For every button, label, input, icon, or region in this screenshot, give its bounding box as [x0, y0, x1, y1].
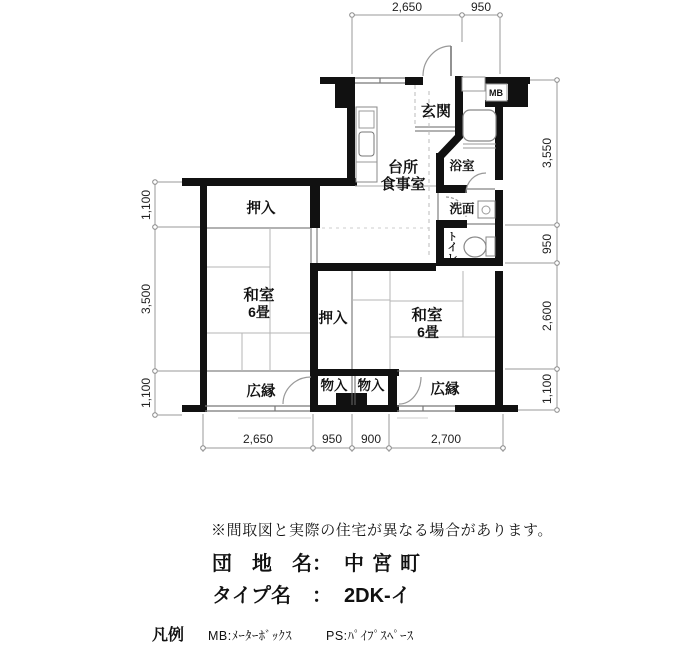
room-label-monoire-right: 物入: [357, 378, 385, 393]
dim-bottom-2: 950: [321, 432, 343, 446]
estate-name-value: 中宮町: [344, 553, 428, 575]
toilet-fixture: [464, 237, 495, 257]
type-name-separator: ：: [312, 585, 332, 607]
estate-name-row: [0, 547, 700, 573]
estate-name-separator: ：: [312, 553, 332, 575]
room-label-monoire-left: 物入: [320, 378, 348, 393]
bath-door-arc: [466, 173, 486, 193]
estate-name-label: 団 地 名: [212, 553, 312, 575]
room-label-oshiire-left: 押入: [246, 201, 276, 217]
legend-title: 凡例: [152, 627, 185, 644]
dim-right-3: 2,600: [540, 300, 554, 332]
type-name-value: 2DK-イ: [344, 585, 411, 607]
type-name-label: タイプ名: [212, 585, 291, 607]
hiroen-left-door-arc: [283, 377, 311, 404]
room-label-kitchen-2: 食事室: [380, 176, 426, 193]
mb-label: MB: [489, 88, 503, 98]
dimension-top: [350, 13, 503, 74]
room-label-washitsu-left-size: 6畳: [248, 304, 270, 320]
washbasin: [478, 201, 495, 218]
dim-left-1: 1,100: [139, 189, 153, 221]
room-label-washitsu-right: 和室: [411, 307, 443, 324]
dim-right-1: 3,550: [540, 137, 554, 169]
room-label-hiroen-right: 広縁: [430, 382, 460, 398]
hiroen-right-door-arc: [399, 377, 421, 404]
room-label-genkan: 玄関: [420, 103, 452, 120]
room-label-washitsu-right-size: 6畳: [417, 324, 439, 340]
legend-row: [0, 622, 700, 646]
disclaimer-note: ※間取図と実際の住宅が異なる場合があります。: [211, 522, 554, 539]
dim-right-2: 950: [540, 233, 554, 255]
dim-right-4: 1,100: [540, 373, 554, 405]
kitchen-sink: [359, 132, 374, 156]
entrance-door-arc: [423, 46, 451, 76]
dim-top-1: 2,650: [391, 0, 423, 14]
legend-item-ps: PS:ﾊﾟｲﾌﾟｽﾍﾟｰｽ: [326, 629, 414, 643]
room-label-hiroen-left: 広縁: [246, 384, 276, 400]
bathtub: [463, 110, 496, 148]
room-label-oshiire-center: 押入: [318, 311, 348, 327]
entry-side-panel: [462, 77, 485, 91]
type-name-row: [0, 579, 700, 605]
room-label-washroom: 洗面: [449, 202, 475, 216]
legend-item-mb: MB:ﾒｰﾀｰﾎﾞｯｸｽ: [208, 629, 292, 643]
dim-bottom-3: 900: [360, 432, 382, 446]
dimension-left: [153, 180, 200, 418]
kitchen-counter: [356, 107, 377, 182]
room-label-washitsu-left: 和室: [243, 287, 275, 304]
dim-bottom-1: 2,650: [242, 432, 274, 446]
room-label-bath: 浴室: [449, 159, 475, 173]
dim-left-3: 1,100: [139, 377, 153, 409]
dim-bottom-4: 2,700: [430, 432, 462, 446]
room-label-kitchen-1: 台所: [387, 159, 419, 176]
dim-left-2: 3,500: [139, 283, 153, 315]
dim-top-2: 950: [470, 0, 492, 14]
room-label-toilet: トイレ: [446, 231, 458, 263]
